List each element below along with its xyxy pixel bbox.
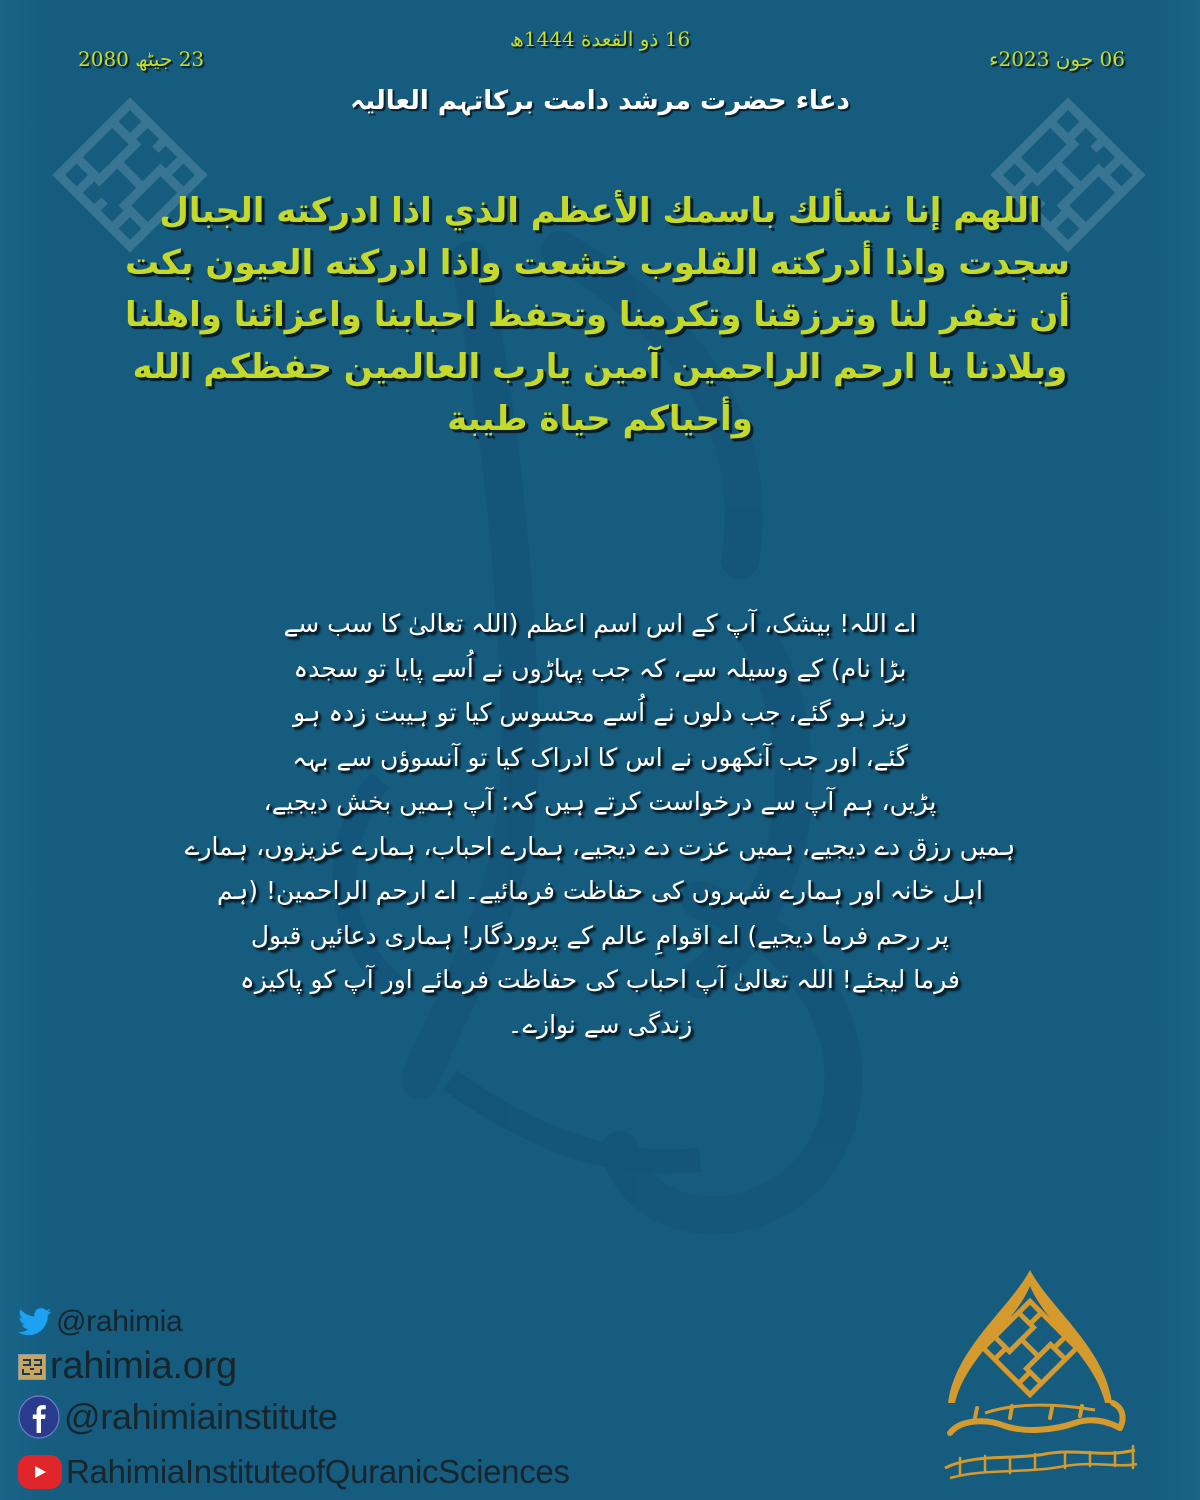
twitter-handle: @rahimia bbox=[56, 1305, 183, 1338]
arabic-line: أن تغفر لنا وترزقنا وتكرمنا وتحفظ احبابنا واعزائنا واهلنا bbox=[124, 295, 1070, 335]
arabic-line: وبلادنا يا ارحم الراحمين آمين يارب العالمين حفظكم الله bbox=[132, 347, 1068, 387]
youtube-link[interactable] bbox=[18, 1453, 570, 1491]
urdu-line: فرما لیجئے! اللہ تعالیٰ آپ احباب کی حفاظت فرمائے اور آپ کو پاکیزہ bbox=[240, 965, 960, 994]
facebook-icon bbox=[18, 1395, 60, 1439]
urdu-line: زندگی سے نوازے۔ bbox=[507, 1009, 693, 1039]
twitter-link[interactable] bbox=[18, 1305, 182, 1339]
twitter-bird-icon bbox=[18, 1308, 52, 1336]
urdu-line: پڑیں، ہم آپ سے درخواست کرتے ہیں کہ: آپ ہمیں بخش دیجیے، bbox=[263, 787, 937, 816]
urdu-translation bbox=[100, 602, 1100, 1047]
hijri-date: 16 ذو القعدة 1444ھ bbox=[509, 27, 691, 51]
website-link[interactable] bbox=[18, 1345, 237, 1388]
page-title: دعاء حضرت مرشد دامت برکاتہم العالیہ bbox=[350, 86, 850, 116]
urdu-line: اے اللہ! بیشک، آپ کے اس اسم اعظم (اللہ تعالیٰ کا سب سے bbox=[283, 609, 917, 638]
arabic-line: وأحياكم حياة طيبة bbox=[447, 399, 753, 439]
youtube-play-icon bbox=[18, 1455, 62, 1489]
urdu-line: ہمیں رزق دے دیجیے، ہمیں عزت دے دیجیے، ہمارے احباب، ہمارے عزیزوں، ہمارے bbox=[184, 831, 1016, 861]
arabic-line: سجدت واذا أدركته القلوب خشعت واذا ادركته العيون بكت bbox=[124, 243, 1070, 283]
gregorian-date: 06 جون 2023ء bbox=[989, 47, 1125, 71]
urdu-line: بڑا نام) کے وسیلہ سے، کہ جب پہاڑوں نے اُسے پایا تو سجدہ bbox=[293, 653, 907, 683]
urdu-line: اہل خانہ اور ہمارے شہروں کی حفاظت فرمائیے۔ اے ارحم الراحمین! (ہم bbox=[217, 876, 983, 905]
rahimia-institute-logo bbox=[915, 1268, 1165, 1496]
bikrami-date: 23 جیٹھ 2080 bbox=[78, 47, 205, 71]
website-url: rahimia.org bbox=[50, 1345, 237, 1387]
arabic-line: اللهم إنا نسألك باسمك الأعظم الذي اذا ادركته الجبال bbox=[159, 191, 1041, 231]
youtube-channel: RahimiaInstituteofQuranicSciences bbox=[66, 1453, 570, 1490]
facebook-handle: @rahimiainstitute bbox=[64, 1396, 338, 1437]
arabic-dua bbox=[124, 185, 1070, 445]
facebook-link[interactable] bbox=[18, 1395, 338, 1439]
urdu-line: پر رحم فرما دیجیے) اے اقوامِ عالم کے پروردگار! ہماری دعائیں قبول bbox=[250, 920, 950, 950]
urdu-line: ریز ہو گئے، جب دلوں نے اُسے محسوس کیا تو ہیبت زدہ ہو bbox=[293, 698, 907, 727]
rahimia-knot-icon bbox=[18, 1354, 46, 1380]
urdu-line: گئے، اور جب آنکھوں نے اس کا ادراک کیا تو آنسوؤں سے بہہ bbox=[292, 742, 908, 772]
